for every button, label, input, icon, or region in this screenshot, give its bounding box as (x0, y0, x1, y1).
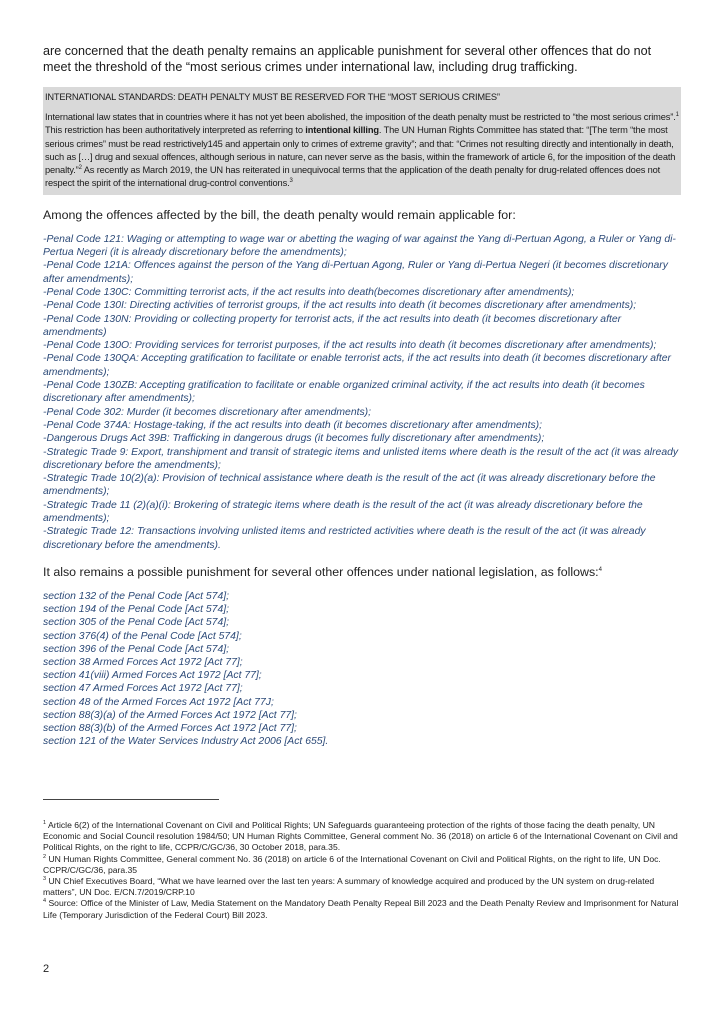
footnote-number: 3 (43, 876, 47, 883)
sections-lead (43, 564, 681, 580)
list-item: section 38 Armed Forces Act 1972 [Act 77]; (43, 656, 243, 668)
list-item: -Penal Code 121: Waging or attempting to wage war or abetting the waging of war against the Yang di-Pertuan Agong, a Ruler or Yang di-Pertua Negeri (it is already discretionary before the amendments); (43, 233, 676, 259)
box-text-2: This restriction has been authoritatively interpreted as referring to (45, 125, 306, 136)
box-title: INTERNATIONAL STANDARDS: DEATH PENALTY MUST BE RESERVED FOR THE “MOST SERIOUS CRIMES” (45, 92, 500, 102)
footnote-text: Article 6(2) of the International Covenant on Civil and Political Rights; UN Safeguards guaranteeing protection of the rights of those facing the death penalty, UN Economic and Social Council resolution 1984/50; UN Human Rights Committee, General comment No. 36 (2018) on article 6 of the International Covenant on Civil and Political Rights, on the right to life, CCPR/C/GC/36, 30 October 2018, para.35. (43, 820, 678, 853)
list-item: -Penal Code 121A: Offences against the person of the Yang di-Pertuan Agong, Ruler or Yang di-Pertua Negeri (it becomes discretionary after amendments); (43, 260, 668, 285)
list-item: -Penal Code 130O: Providing services for terrorist purposes, if the act results into death (it becomes discretionary after amendments); (43, 340, 657, 352)
list-item: section 88(3)(b) of the Armed Forces Act 1972 [Act 77]; (43, 722, 297, 734)
box-text-1: International law states that in countries where it has not yet been abolished, the imposition of the death penalty must be restricted to “the most serious crimes”. (45, 112, 676, 122)
box-text-4: As recently as March 2019, the UN has reiterated in unequivocal terms that the application of the death penalty for drug-related offences does not respect the spirit of the international drug-control conventions. (45, 165, 661, 189)
box-text-3: . The UN Human Rights Committee has stated that: “[The term “the most serious crimes” must be read restrictively145 and appertain only to crimes of extreme gravity”; and that: “Crimes not resulting directly and intentionally in death, such as […] drug and sexual offences, although serious in nature, can never serve as the basis, within the framework of article 6, for the imposition of the death penalty.” (45, 125, 676, 176)
footnote-3 (43, 876, 683, 898)
footnote-2 (43, 854, 683, 876)
list-item: section 48 of the Armed Forces Act 1972 [Act 77J; (43, 696, 274, 708)
footnote-ref-4[interactable]: 4 (598, 566, 602, 573)
sections-lead-text: It also remains a possible punishment for several other offences under national legislation, as follows: (43, 564, 599, 579)
footnote-number: 4 (43, 898, 47, 905)
list-item: -Strategic Trade 11 (2)(a)(i): Brokering of strategic items where death is the result of the act (it was already discretionary before the amendments); (43, 499, 643, 525)
list-item: -Dangerous Drugs Act 39B: Trafficking in dangerous drugs (it becomes fully discretionary after amendments); (43, 433, 545, 445)
list-item: -Penal Code 130N: Providing or collecting property for terrorist acts, if the act results into death (it becomes discretionary after amendments) (43, 313, 622, 338)
list-item: section 132 of the Penal Code [Act 574]; (43, 590, 230, 602)
page-content (43, 43, 681, 760)
footnote-number: 2 (43, 853, 47, 860)
box-body (45, 111, 679, 191)
list-item: section 305 of the Penal Code [Act 574]; (43, 617, 230, 629)
footnote-ref-3[interactable]: 3 (289, 178, 293, 185)
list-item: section 41(viii) Armed Forces Act 1972 [Act 77]; (43, 670, 262, 682)
footnote-4 (43, 898, 683, 920)
footnote-1 (43, 820, 683, 854)
footnote-text: UN Chief Executives Board, “What we have learned over the last ten years: A summary of knowledge acquired and produced by the UN system on drug-related matters”, UN Doc. E/CN.7/2019/CRP.10 (43, 876, 655, 898)
footnote-number: 1 (43, 820, 47, 827)
list-item: section 376(4) of the Penal Code [Act 574]; (43, 630, 242, 642)
list-item: -Penal Code 302: Murder (it becomes discretionary after amendments); (43, 406, 372, 418)
list-item: -Strategic Trade 12: Transactions involving unlisted items and restricted activities where death is the result of the act (it was already discretionary before the amendments). (43, 526, 646, 551)
footnote-text: Source: Office of the Minister of Law, Media Statement on the Mandatory Death Penalty Repeal Bill 2023 and the Death Penalty Review and Imprisonment for Natural Life (Temporary Jurisdiction of the Federal Court) Bill 2023. (43, 898, 679, 920)
list-item: section 47 Armed Forces Act 1972 [Act 77]; (43, 683, 243, 695)
footnote-ref-1[interactable]: 1 (675, 111, 679, 118)
footnote-divider (43, 799, 219, 800)
offences-list (43, 233, 681, 552)
sections-list (43, 590, 681, 748)
footnotes (43, 820, 683, 921)
list-item: -Penal Code 130I: Directing activities of terrorist groups, if the act results into death (it becomes discretionary after amendments); (43, 300, 637, 312)
intro-paragraph: are concerned that the death penalty remains an applicable punishment for several other offences that do not meet the threshold of the “most serious crimes under international law, including drug trafficking. (43, 44, 652, 74)
footnote-text: UN Human Rights Committee, General comment No. 36 (2018) on article 6 of the International Covenant on Civil and Political Rights, on the right to life, UN Doc. CCPR/C/GC/36, para.35 (43, 853, 661, 875)
international-standards-box (43, 87, 681, 195)
list-item: -Penal Code 130QA: Accepting gratification to facilitate or enable terrorist acts, if the act results into death (it becomes discretionary after amendments); (43, 353, 671, 378)
list-item: -Strategic Trade 9: Export, transhipment and transit of strategic items and unlisted items where death is the result of the act (it was already discretionary before the amendments); (43, 446, 679, 471)
list-item: -Penal Code 374A: Hostage-taking, if the act results into death (it becomes discretionary after amendments); (43, 419, 543, 431)
page-number: 2 (43, 963, 50, 975)
list-item: section 88(3)(a) of the Armed Forces Act 1972 [Act 77]; (43, 709, 297, 721)
list-item: -Strategic Trade 10(2)(a): Provision of technical assistance where death is the result of the act (it was already discretionary before the amendments); (43, 473, 656, 498)
list-item: section 194 of the Penal Code [Act 574]; (43, 604, 230, 616)
offences-lead: Among the offences affected by the bill, the death penalty would remain applicable for: (43, 207, 516, 222)
list-item: -Penal Code 130C: Committing terrorist acts, if the act results into death(becomes discretionary after amendments); (43, 286, 575, 298)
list-item: section 121 of the Water Services Industry Act 2006 [Act 655]. (43, 736, 329, 748)
box-bold-term: intentional killing (305, 125, 379, 136)
footnote-ref-2[interactable]: 2 (78, 165, 82, 172)
list-item: -Penal Code 130ZB: Accepting gratification to facilitate or enable organized criminal activity, if the act results into death (it becomes discretionary after amendments); (43, 380, 645, 405)
list-item: section 396 of the Penal Code [Act 574]; (43, 643, 230, 655)
